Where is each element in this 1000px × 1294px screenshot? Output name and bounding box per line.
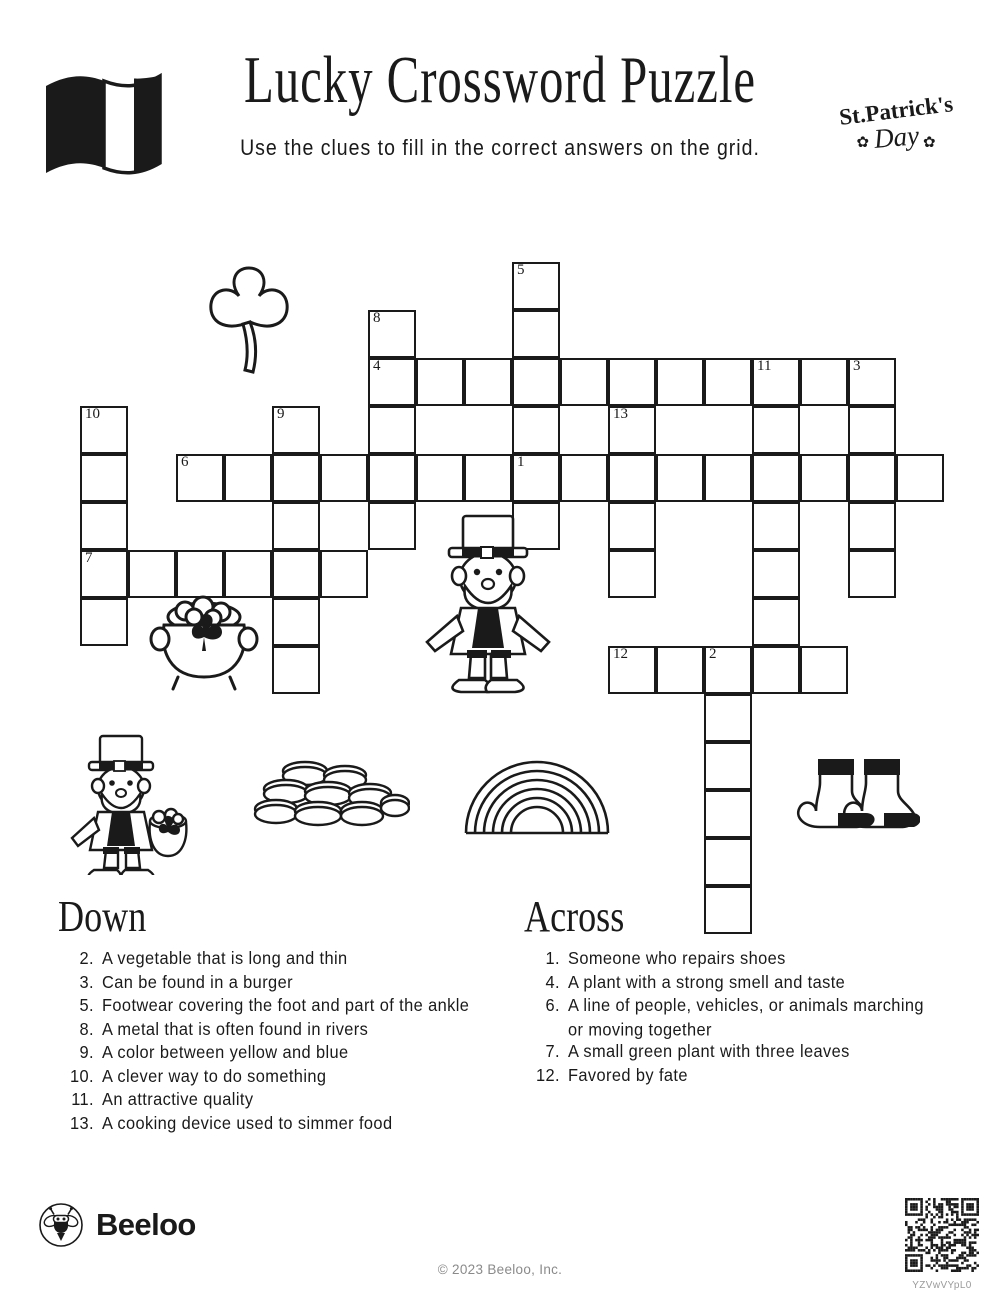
qr-code-label: YZVwVYpL0 — [912, 1280, 972, 1291]
badge-line-2: Day — [872, 120, 920, 154]
clue-text: Someone who repairs shoes — [568, 949, 786, 969]
pot-of-gold-art — [145, 585, 263, 695]
crossword-cell[interactable] — [800, 454, 848, 502]
clue-text: A metal that is often found in rivers — [102, 1019, 369, 1039]
crossword-cell[interactable] — [272, 502, 320, 550]
clue-number: 3. — [79, 972, 94, 992]
cell-number: 9 — [277, 406, 285, 422]
crossword-cell[interactable] — [320, 550, 368, 598]
clue-number: 5. — [79, 996, 94, 1016]
crossword-cell[interactable] — [608, 406, 656, 454]
crossword-cell[interactable] — [656, 358, 704, 406]
crossword-cell[interactable] — [608, 550, 656, 598]
crossword-cell[interactable] — [656, 454, 704, 502]
clue-text: Can be found in a burger — [102, 972, 293, 992]
crossword-cell[interactable] — [704, 742, 752, 790]
crossword-cell[interactable] — [800, 646, 848, 694]
crossword-cell[interactable] — [560, 454, 608, 502]
crossword-cell[interactable] — [704, 694, 752, 742]
across-clues-column — [524, 893, 944, 1087]
clue-text: A plant with a strong smell and taste — [568, 972, 846, 992]
clue-text: A small green plant with three leaves — [568, 1042, 850, 1062]
crossword-cell[interactable] — [704, 646, 752, 694]
crossword-cell[interactable] — [368, 310, 416, 358]
crossword-cell[interactable] — [368, 406, 416, 454]
crossword-cell[interactable] — [416, 454, 464, 502]
clue-number: 11. — [71, 1090, 94, 1110]
crossword-cell[interactable] — [272, 646, 320, 694]
page-title: Lucky Crossword Puzzle — [243, 44, 757, 118]
clues-section — [0, 893, 1000, 1193]
crossword-cell[interactable] — [512, 454, 560, 502]
crossword-cell[interactable] — [608, 358, 656, 406]
clue-text: Footwear covering the foot and part of the ankle — [102, 996, 470, 1016]
clue-item — [524, 1064, 944, 1088]
crossword-cell[interactable] — [848, 502, 896, 550]
clue-text: A color between yellow and blue — [102, 1043, 349, 1063]
crossword-cell[interactable] — [704, 454, 752, 502]
clue-text: An attractive quality — [102, 1090, 254, 1110]
cell-number: 13 — [613, 406, 628, 422]
badge-line-1: St.Patrick's — [837, 91, 955, 130]
crossword-cell[interactable] — [464, 454, 512, 502]
copyright-text: © 2023 Beeloo, Inc. — [437, 1262, 563, 1277]
gold-coins-art — [250, 755, 410, 835]
crossword-cell[interactable] — [752, 454, 800, 502]
crossword-cell[interactable] — [80, 406, 128, 454]
crossword-cell[interactable] — [656, 646, 704, 694]
crossword-cell[interactable] — [512, 310, 560, 358]
crossword-cell[interactable] — [272, 406, 320, 454]
cell-number: 8 — [373, 310, 381, 326]
cell-number: 3 — [853, 358, 861, 374]
clue-text: A cooking device used to simmer food — [102, 1113, 393, 1133]
crossword-cell[interactable] — [368, 358, 416, 406]
crossword-cell[interactable] — [704, 790, 752, 838]
crossword-cell[interactable] — [512, 262, 560, 310]
crossword-cell[interactable] — [704, 358, 752, 406]
page-subtitle: Use the clues to fill in the correct answers on the grid. — [240, 136, 760, 161]
clue-number: 13. — [70, 1113, 94, 1133]
cell-number: 2 — [709, 646, 717, 662]
clue-item — [58, 971, 498, 995]
clue-number: 7. — [545, 1042, 560, 1062]
crossword-cell[interactable] — [368, 502, 416, 550]
clue-text: A line of people, vehicles, or animals marching or moving together — [568, 996, 924, 1040]
clover-icon-right: ✿ — [922, 133, 936, 151]
clue-number: 12. — [536, 1065, 560, 1085]
crossword-cell[interactable] — [80, 598, 128, 646]
page-footer — [0, 1190, 1000, 1294]
crossword-cell[interactable] — [80, 550, 128, 598]
irish-flag-icon — [38, 72, 178, 182]
clover-icon-left: ✿ — [856, 133, 870, 151]
crossword-cell[interactable] — [848, 454, 896, 502]
crossword-cell[interactable] — [80, 502, 128, 550]
crossword-cell[interactable] — [800, 358, 848, 406]
cell-number: 12 — [613, 646, 628, 662]
cell-number: 7 — [85, 550, 93, 566]
clue-number: 8. — [79, 1019, 94, 1039]
crossword-cell[interactable] — [272, 454, 320, 502]
crossword-cell[interactable] — [608, 502, 656, 550]
crossword-cell[interactable] — [608, 454, 656, 502]
down-clues-column — [58, 893, 498, 1135]
clue-number: 9. — [79, 1043, 94, 1063]
across-clue-list — [524, 947, 944, 1086]
clue-text: Favored by fate — [568, 1065, 688, 1085]
qr-code-block[interactable] — [905, 1198, 979, 1291]
clue-number: 1. — [545, 949, 560, 969]
cell-number: 11 — [757, 358, 772, 374]
crossword-cell[interactable] — [512, 406, 560, 454]
cell-number: 1 — [517, 454, 525, 470]
st-patricks-day-badge — [812, 91, 980, 176]
down-clue-list — [58, 947, 498, 1134]
crossword-cell[interactable] — [752, 406, 800, 454]
crossword-cell[interactable] — [512, 358, 560, 406]
crossword-grid[interactable] — [0, 200, 1000, 900]
clue-item — [58, 1065, 498, 1089]
crossword-cell[interactable] — [752, 502, 800, 550]
brand-name: Beeloo — [96, 1207, 196, 1242]
clue-item — [58, 947, 498, 971]
clue-number: 10. — [70, 1066, 94, 1086]
crossword-cell[interactable] — [560, 358, 608, 406]
clue-text: A clever way to do something — [102, 1066, 327, 1086]
crossword-cell[interactable] — [752, 646, 800, 694]
down-heading: Down — [58, 891, 147, 942]
title-block — [170, 44, 830, 161]
crossword-cell[interactable] — [848, 550, 896, 598]
crossword-cell[interactable] — [896, 454, 944, 502]
crossword-cell[interactable] — [848, 406, 896, 454]
clue-number: 2. — [79, 949, 94, 969]
clue-item — [58, 1088, 498, 1112]
clue-item — [58, 1112, 498, 1136]
clue-number: 4. — [545, 972, 560, 992]
leprechaun-with-pot-art — [68, 730, 198, 875]
clue-item — [58, 1041, 498, 1065]
clue-item — [524, 994, 944, 1042]
crossword-cell[interactable] — [320, 454, 368, 502]
rainbow-art — [460, 760, 615, 835]
crossword-cell[interactable] — [272, 598, 320, 646]
across-heading: Across — [524, 891, 625, 942]
leprechaun-art — [415, 510, 560, 695]
clue-number: 6. — [545, 996, 560, 1016]
clue-item — [58, 1018, 498, 1042]
cell-number: 10 — [85, 406, 100, 422]
cell-number: 6 — [181, 454, 189, 470]
leprechaun-boots-art — [790, 755, 920, 840]
page-header — [0, 0, 1000, 200]
crossword-cell[interactable] — [368, 454, 416, 502]
clue-text: A vegetable that is long and thin — [102, 949, 348, 969]
cell-number: 5 — [517, 262, 525, 278]
bee-logo-icon — [38, 1202, 84, 1248]
crossword-cell[interactable] — [464, 358, 512, 406]
clue-item — [58, 994, 498, 1018]
clue-item — [524, 1040, 944, 1064]
crossword-cell[interactable] — [704, 838, 752, 886]
crossword-cell[interactable] — [608, 646, 656, 694]
four-leaf-clover-art — [195, 260, 310, 380]
crossword-cell[interactable] — [224, 454, 272, 502]
crossword-cell[interactable] — [272, 550, 320, 598]
crossword-cell[interactable] — [848, 358, 896, 406]
cell-number: 4 — [373, 358, 381, 374]
qr-code-icon[interactable] — [905, 1198, 979, 1272]
crossword-cell[interactable] — [752, 358, 800, 406]
crossword-cell[interactable] — [176, 454, 224, 502]
crossword-cell[interactable] — [752, 598, 800, 646]
beeloo-logo — [38, 1202, 196, 1248]
clue-item — [524, 971, 944, 995]
crossword-cell[interactable] — [416, 358, 464, 406]
crossword-cell[interactable] — [752, 550, 800, 598]
crossword-cell[interactable] — [80, 454, 128, 502]
clue-item — [524, 947, 944, 971]
